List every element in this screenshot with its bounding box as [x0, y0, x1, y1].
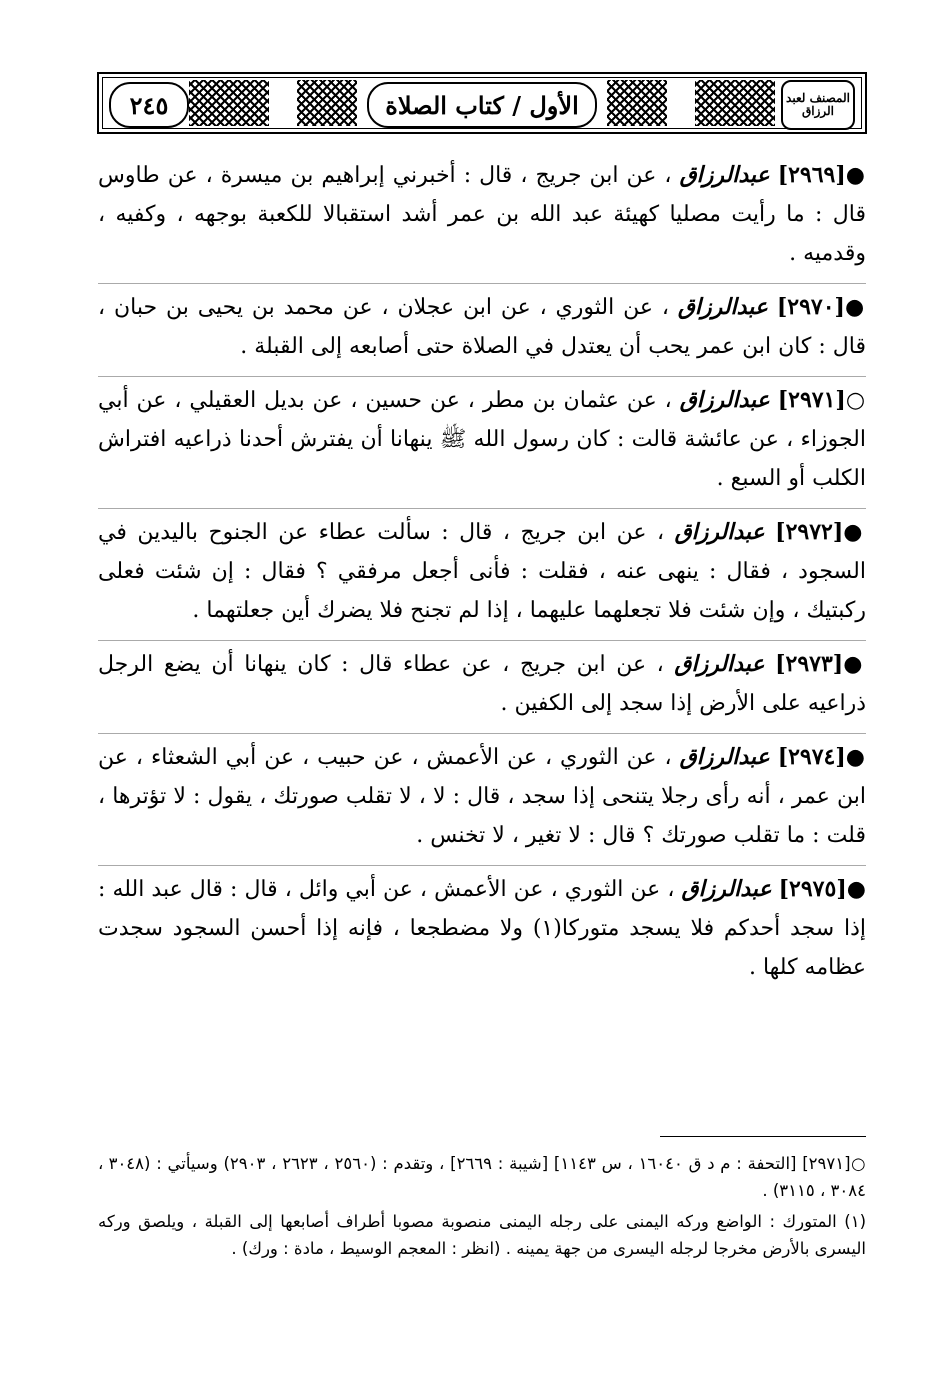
header-ornament-right — [695, 80, 775, 126]
footnote-separator — [660, 1136, 866, 1137]
hadith-marker: ● — [843, 519, 866, 545]
hadith-source: عبدالرزاق — [679, 162, 770, 188]
hadith-source: عبدالرزاق — [681, 876, 772, 902]
hadith-text: ، عن ابن جريج ، قال : سألت عطاء عن الجنوح باليدين في السجود ، فقال : ينهى عنه ، فقلت : فأنى أجعل مرفقي ؟ فقال : إن شئت فعلى ركبتيك ، وإن شئت فلا تجعلهما عليهما ، إذا لم تجنح فلا يضرك أين جعلتهما . — [98, 520, 866, 623]
hadith-number: [٢٩٦٩] — [777, 162, 846, 188]
hadith-source: عبدالرزاق — [677, 294, 768, 320]
hadith-entry — [98, 866, 866, 997]
hadith-number: [٢٩٧١] — [777, 387, 846, 413]
hadith-text: ، عن ابن جريج ، عن عطاء قال : كان ينهانا أن يضع الرجل ذراعيه على الأرض إذا سجد إلى الكفين . — [98, 652, 866, 716]
running-title: الأول / كتاب الصلاة — [367, 82, 597, 128]
hadith-marker: ○ — [845, 387, 866, 413]
hadith-number: [٢٩٧٥] — [778, 876, 847, 902]
page-number: ٢٤٥ — [109, 82, 189, 128]
hadith-text: ، عن الثوري ، عن الأعمش ، عن حبيب ، عن أبي الشعثاء ، عن ابن عمر ، أنه رأى رجلا يتنحى إذا سجد ، قال : لا ، لا تقلب صورتك ، يقول : لا تؤترها ، قلت : ما تقلب صورتك ؟ قال : لا تغير ، لا تخنس . — [98, 745, 866, 848]
header-ornament-left — [189, 80, 269, 126]
hadith-source: عبدالرزاق — [679, 387, 770, 413]
footnote-1: (١) المتورك : الواضع وركه اليمنى على رجله اليمنى منصوبة مصوبا أطراف أصابعها إلى القبلة ، ويلصق وركه اليسرى بالأرض مخرجا لرجله اليسرى من جهة يمينه . (انظر : المعجم الوسيط ، مادة : ورك) . — [98, 1212, 866, 1258]
hadith-number: [٢٩٧٣] — [775, 651, 844, 677]
hadith-source: عبدالرزاق — [679, 744, 770, 770]
hadith-source: عبدالرزاق — [674, 519, 765, 545]
hadith-entry — [98, 734, 866, 866]
hadith-entry — [98, 509, 866, 641]
hadith-marker: ● — [845, 744, 866, 770]
hadith-entry — [98, 641, 866, 734]
hadith-marker: ● — [843, 651, 867, 677]
footnotes — [98, 1150, 866, 1266]
hadith-text: ، عن الثوري ، عن ابن عجلان ، عن محمد بن يحيى بن حبان ، قال : كان ابن عمر يحب أن يعتدل في الصلاة حتى أصابعه إلى القبلة . — [98, 295, 866, 359]
hadith-text: ، عن ابن جريج ، قال : أخبرني إبراهيم بن ميسرة ، عن طاوس قال : ما رأيت مصليا كهيئة عبد الله بن عمر أشد استقبالا للكعبة بوجهه ، وكفيه ، وقدميه . — [98, 163, 866, 266]
footnote-takhrij: ○[٢٩٧١] [التحفة : م د ق ١٦٠٤٠ ، س ١١٤٣] [شيبة : ٢٦٦٩] ، وتقدم : (٢٥٦٠ ، ٢٦٢٣ ، ٢٩٠٣) وسيأتي : (٣٠٤٨ ، ٣٠٨٤ ، ٣١١٥) . — [98, 1154, 866, 1200]
hadith-number: [٢٩٧٠] — [776, 294, 845, 320]
header-ornament-left-inner — [297, 80, 357, 126]
hadith-entry — [98, 284, 866, 377]
hadith-number: [٢٩٧٢] — [775, 519, 844, 545]
hadith-text: ، عن عثمان بن مطر ، عن حسين ، عن بديل العقيلي ، عن أبي الجوزاء ، عن عائشة قالت : كان رسول الله ﷺ ينهانا أن يفترش أحدنا ذراعيه افتراش الكلب أو السبع . — [98, 388, 866, 491]
running-header — [97, 72, 867, 134]
page-body — [98, 152, 866, 997]
hadith-entry — [98, 377, 866, 509]
book-logo: المصنف لعبد الرزاق — [781, 80, 855, 130]
hadith-marker: ● — [844, 294, 867, 320]
hadith-entry — [98, 152, 866, 284]
header-ornament-right-inner — [607, 80, 667, 126]
hadith-marker: ● — [845, 162, 867, 188]
hadith-number: [٢٩٧٤] — [777, 744, 846, 770]
hadith-marker: ● — [846, 876, 866, 902]
hadith-text: ، عن الثوري ، عن الأعمش ، عن أبي وائل ، قال : قال عبد الله : إذا سجد أحدكم فلا يسجد متوركا(١) ولا مضطجعا ، فإنه إذا أحسن السجود سجدت عظامه كلها . — [98, 877, 867, 980]
hadith-source: عبدالرزاق — [674, 651, 765, 677]
